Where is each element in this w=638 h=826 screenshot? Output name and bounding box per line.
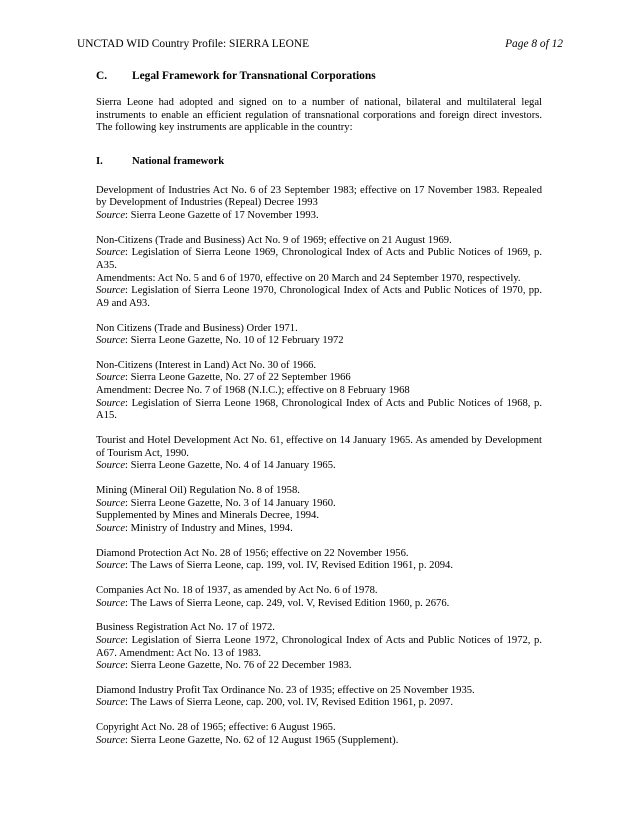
- source-line: [96, 372, 542, 385]
- line-text: Mining (Mineral Oil) Regulation No. 8 of 1958.: [96, 485, 300, 496]
- document-body: [96, 70, 542, 760]
- instrument-line: [96, 435, 542, 460]
- subsection-title: National framework: [132, 155, 225, 167]
- source-label: Source: [96, 285, 126, 297]
- line-text: Non-Citizens (Interest in Land) Act No. 30 of 1966.: [96, 359, 317, 371]
- source-label: Source: [96, 634, 126, 646]
- source-label: Source: [96, 660, 126, 672]
- page-number: Page 8 of 12: [505, 38, 563, 50]
- instrument-line: [96, 622, 542, 635]
- legal-instrument-entry: [96, 685, 542, 710]
- source-label: Source: [96, 397, 126, 409]
- source-line: [96, 697, 542, 710]
- line-text: : Sierra Leone Gazette, No. 76 of 22 December 1983.: [125, 660, 352, 672]
- line-text: : Legislation of Sierra Leone 1970, Chronological Index of Acts and Public Notices of 1970, pp. A9 and A93.: [96, 285, 542, 309]
- line-text: Companies Act No. 18 of 1937, as amended by Act No. 6 of 1978.: [96, 584, 378, 596]
- legal-instrument-entry: [96, 485, 542, 535]
- line-text: Amendment: Decree No. 7 of 1968 (N.I.C.); effective on 8 February 1968: [96, 385, 410, 397]
- legal-instrument-entry: [96, 435, 542, 473]
- line-text: Non Citizens (Trade and Business) Order 1971.: [96, 322, 298, 334]
- source-label: Source: [96, 209, 126, 221]
- legal-instrument-entry: [96, 235, 542, 311]
- source-line: [96, 735, 542, 748]
- line-text: Copyright Act No. 28 of 1965; effective: 6 August 1965.: [96, 722, 336, 734]
- source-label: Source: [96, 734, 126, 746]
- instrument-line: [96, 585, 542, 598]
- source-line: [96, 210, 542, 223]
- line-text: Development of Industries Act No. 6 of 23 September 1983; effective on 17 November 1983. Repealed by Development of Industries (Repeal) Decree 1993: [96, 184, 542, 209]
- legal-instrument-entry: [96, 585, 542, 610]
- source-label: Source: [96, 372, 126, 384]
- legal-instrument-entry: [96, 722, 542, 747]
- source-line: [96, 660, 542, 673]
- line-text: : Legislation of Sierra Leone 1968, Chronological Index of Acts and Public Notices of 1968, p. A15.: [96, 397, 542, 422]
- source-line: [96, 460, 542, 473]
- section-heading: [96, 70, 542, 84]
- line-text: : Sierra Leone Gazette, No. 4 of 14 January 1965.: [125, 460, 336, 472]
- line-text: : Sierra Leone Gazette, No. 62 of 12 August 1965 (Supplement).: [125, 734, 399, 746]
- source-line: [96, 598, 542, 611]
- source-line: [96, 285, 542, 310]
- instrument-line: [96, 273, 542, 286]
- page-header: [77, 38, 563, 52]
- line-text: Supplemented by Mines and Minerals Decree, 1994.: [96, 510, 320, 522]
- legal-instrument-entry: [96, 622, 542, 672]
- instrument-line: [96, 360, 542, 373]
- instrument-line: [96, 510, 542, 523]
- source-line: [96, 560, 542, 573]
- line-text: : The Laws of Sierra Leone, cap. 249, vol. V, Revised Edition 1960, p. 2676.: [125, 597, 450, 609]
- source-line: [96, 523, 542, 536]
- source-line: [96, 247, 542, 272]
- section-number: C.: [96, 70, 108, 82]
- line-text: : The Laws of Sierra Leone, cap. 199, vol. IV, Revised Edition 1961, p. 2094.: [125, 560, 453, 572]
- source-line: [96, 398, 542, 423]
- subsection-heading: [96, 156, 542, 169]
- source-line: [96, 498, 542, 511]
- source-label: Source: [96, 522, 126, 534]
- document-title: UNCTAD WID Country Profile: SIERRA LEONE: [77, 38, 310, 50]
- line-text: : Legislation of Sierra Leone 1969, Chronological Index of Acts and Public Notices of 1969, p. A35.: [96, 247, 542, 271]
- instrument-line: [96, 685, 542, 698]
- line-text: Business Registration Act No. 17 of 1972.: [96, 622, 275, 634]
- legal-instrument-entry: [96, 323, 542, 348]
- legal-instruments-list: [96, 185, 542, 748]
- source-line: [96, 335, 542, 348]
- source-label: Source: [96, 560, 126, 572]
- line-text: Diamond Industry Profit Tax Ordinance No. 23 of 1935; effective on 25 November 1935.: [96, 684, 475, 696]
- source-line: [96, 635, 542, 660]
- instrument-line: [96, 323, 542, 336]
- instrument-line: [96, 548, 542, 561]
- line-text: Diamond Protection Act No. 28 of 1956; effective on 22 November 1956.: [96, 547, 409, 559]
- line-text: : Sierra Leone Gazette, No. 27 of 22 September 1966: [125, 372, 351, 384]
- instrument-line: [96, 485, 542, 498]
- source-label: Source: [96, 597, 126, 609]
- legal-instrument-entry: [96, 185, 542, 223]
- line-text: : Ministry of Industry and Mines, 1994.: [125, 522, 293, 534]
- legal-instrument-entry: [96, 548, 542, 573]
- source-label: Source: [96, 497, 126, 509]
- instrument-line: [96, 722, 542, 735]
- line-text: : Sierra Leone Gazette, No. 3 of 14 January 1960.: [125, 497, 336, 509]
- line-text: : Legislation of Sierra Leone 1972, Chronological Index of Acts and Public Notices of 1972, p. A67. Amendment: Act No. 13 of 1983.: [96, 634, 542, 659]
- line-text: Amendments: Act No. 5 and 6 of 1970, effective on 20 March and 24 September 1970, respectively.: [96, 272, 521, 284]
- legal-instrument-entry: [96, 360, 542, 423]
- source-label: Source: [96, 247, 126, 259]
- line-text: Non-Citizens (Trade and Business) Act No. 9 of 1969; effective on 21 August 1969.: [96, 234, 452, 246]
- section-intro: Sierra Leone had adopted and signed on to a number of national, bilateral and multilateral legal instruments to enable an efficient regulation of transnational corporations and foreign direct investors. The following key instruments are applicable in the country:: [96, 97, 542, 134]
- instrument-line: [96, 185, 542, 210]
- line-text: : The Laws of Sierra Leone, cap. 200, vol. IV, Revised Edition 1961, p. 2097.: [125, 697, 453, 709]
- instrument-line: [96, 235, 542, 248]
- line-text: Tourist and Hotel Development Act No. 61, effective on 14 January 1965. As amended by Development of Tourism Act, 1990.: [96, 435, 542, 459]
- subsection-number: I.: [96, 155, 103, 167]
- source-label: Source: [96, 697, 126, 709]
- section-title: Legal Framework for Transnational Corporations: [132, 70, 376, 82]
- line-text: : Sierra Leone Gazette, No. 10 of 12 February 1972: [125, 335, 344, 347]
- instrument-line: [96, 385, 542, 398]
- source-label: Source: [96, 460, 126, 472]
- source-label: Source: [96, 335, 126, 347]
- line-text: : Sierra Leone Gazette of 17 November 1993.: [125, 209, 319, 221]
